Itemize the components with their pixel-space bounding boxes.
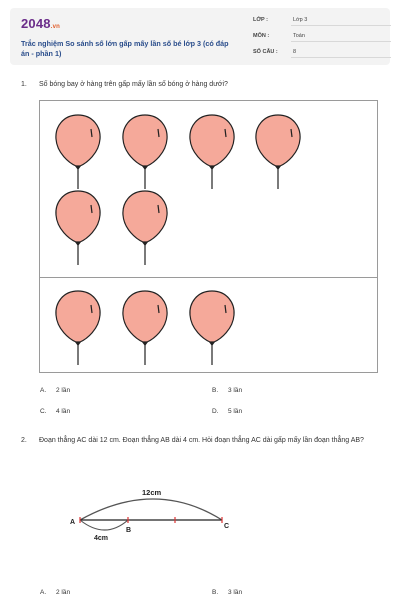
question-number: 2. bbox=[21, 437, 27, 444]
balloon-icon bbox=[53, 187, 103, 267]
option-letter: A. bbox=[40, 387, 47, 394]
answer-option-b[interactable] bbox=[212, 589, 242, 596]
meta-subject bbox=[253, 30, 391, 42]
meta-underline bbox=[291, 57, 391, 58]
option-letter: B. bbox=[212, 589, 219, 596]
label-4cm: 4cm bbox=[94, 535, 109, 542]
answer-option-b[interactable] bbox=[212, 387, 242, 394]
balloon-icon bbox=[187, 287, 237, 367]
header-panel bbox=[10, 8, 390, 65]
balloon-figure bbox=[39, 100, 378, 373]
figure-divider bbox=[40, 277, 377, 278]
site-logo[interactable] bbox=[21, 16, 60, 31]
meta-question-count bbox=[253, 46, 391, 58]
label-point-a: A bbox=[70, 519, 76, 526]
balloon-icon bbox=[120, 187, 170, 267]
meta-key: MÔN : bbox=[253, 33, 270, 39]
logo-tld: .vn bbox=[50, 24, 61, 30]
arc-ab bbox=[80, 520, 128, 530]
meta-value: Lớp 3 bbox=[293, 17, 308, 23]
option-text: 4 lần bbox=[56, 408, 71, 415]
option-letter: D. bbox=[212, 408, 219, 415]
segment-figure bbox=[60, 482, 250, 552]
meta-underline bbox=[291, 25, 391, 26]
option-letter: A. bbox=[40, 589, 47, 596]
option-text: 3 lần bbox=[228, 589, 243, 596]
balloon-icon bbox=[187, 111, 237, 191]
arc-ac bbox=[80, 499, 222, 520]
label-point-c: C bbox=[224, 523, 230, 530]
balloon-icon bbox=[53, 287, 103, 367]
question-number: 1. bbox=[21, 81, 27, 88]
document-title: Trắc nghiệm So sánh số lớn gấp mấy lần số bé lớp 3 (có đáp án - phần 1) bbox=[21, 39, 229, 58]
option-text: 2 lần bbox=[56, 589, 71, 596]
balloon-icon bbox=[253, 111, 303, 191]
answer-option-a[interactable] bbox=[40, 589, 70, 596]
option-letter: C. bbox=[40, 408, 47, 415]
logo-text: 2048 bbox=[21, 16, 51, 31]
meta-underline bbox=[291, 41, 391, 42]
label-12cm: 12cm bbox=[142, 488, 162, 497]
answer-option-d[interactable] bbox=[212, 408, 242, 415]
meta-value: 8 bbox=[293, 49, 297, 55]
balloon-icon bbox=[120, 287, 170, 367]
balloon-icon bbox=[120, 111, 170, 191]
meta-class bbox=[253, 14, 391, 26]
balloon-icon bbox=[53, 111, 103, 191]
meta-key: LỚP : bbox=[253, 17, 268, 23]
option-text: 2 lần bbox=[56, 387, 71, 394]
option-letter: B. bbox=[212, 387, 219, 394]
answer-option-a[interactable] bbox=[40, 387, 70, 394]
question-text: Số bóng bay ở hàng trên gấp mấy lần số bóng ở hàng dưới? bbox=[39, 81, 228, 88]
meta-value: Toán bbox=[293, 33, 305, 39]
option-text: 3 lần bbox=[228, 387, 243, 394]
question-text: Đoạn thẳng AC dài 12 cm. Đoạn thẳng AB dài 4 cm. Hỏi đoạn thẳng AC dài gấp mấy lần đoạn thẳng AB? bbox=[39, 437, 364, 444]
label-point-b: B bbox=[126, 527, 132, 534]
meta-key: SỐ CÂU : bbox=[253, 49, 278, 55]
option-text: 5 lần bbox=[228, 408, 243, 415]
answer-option-c[interactable] bbox=[40, 408, 70, 415]
